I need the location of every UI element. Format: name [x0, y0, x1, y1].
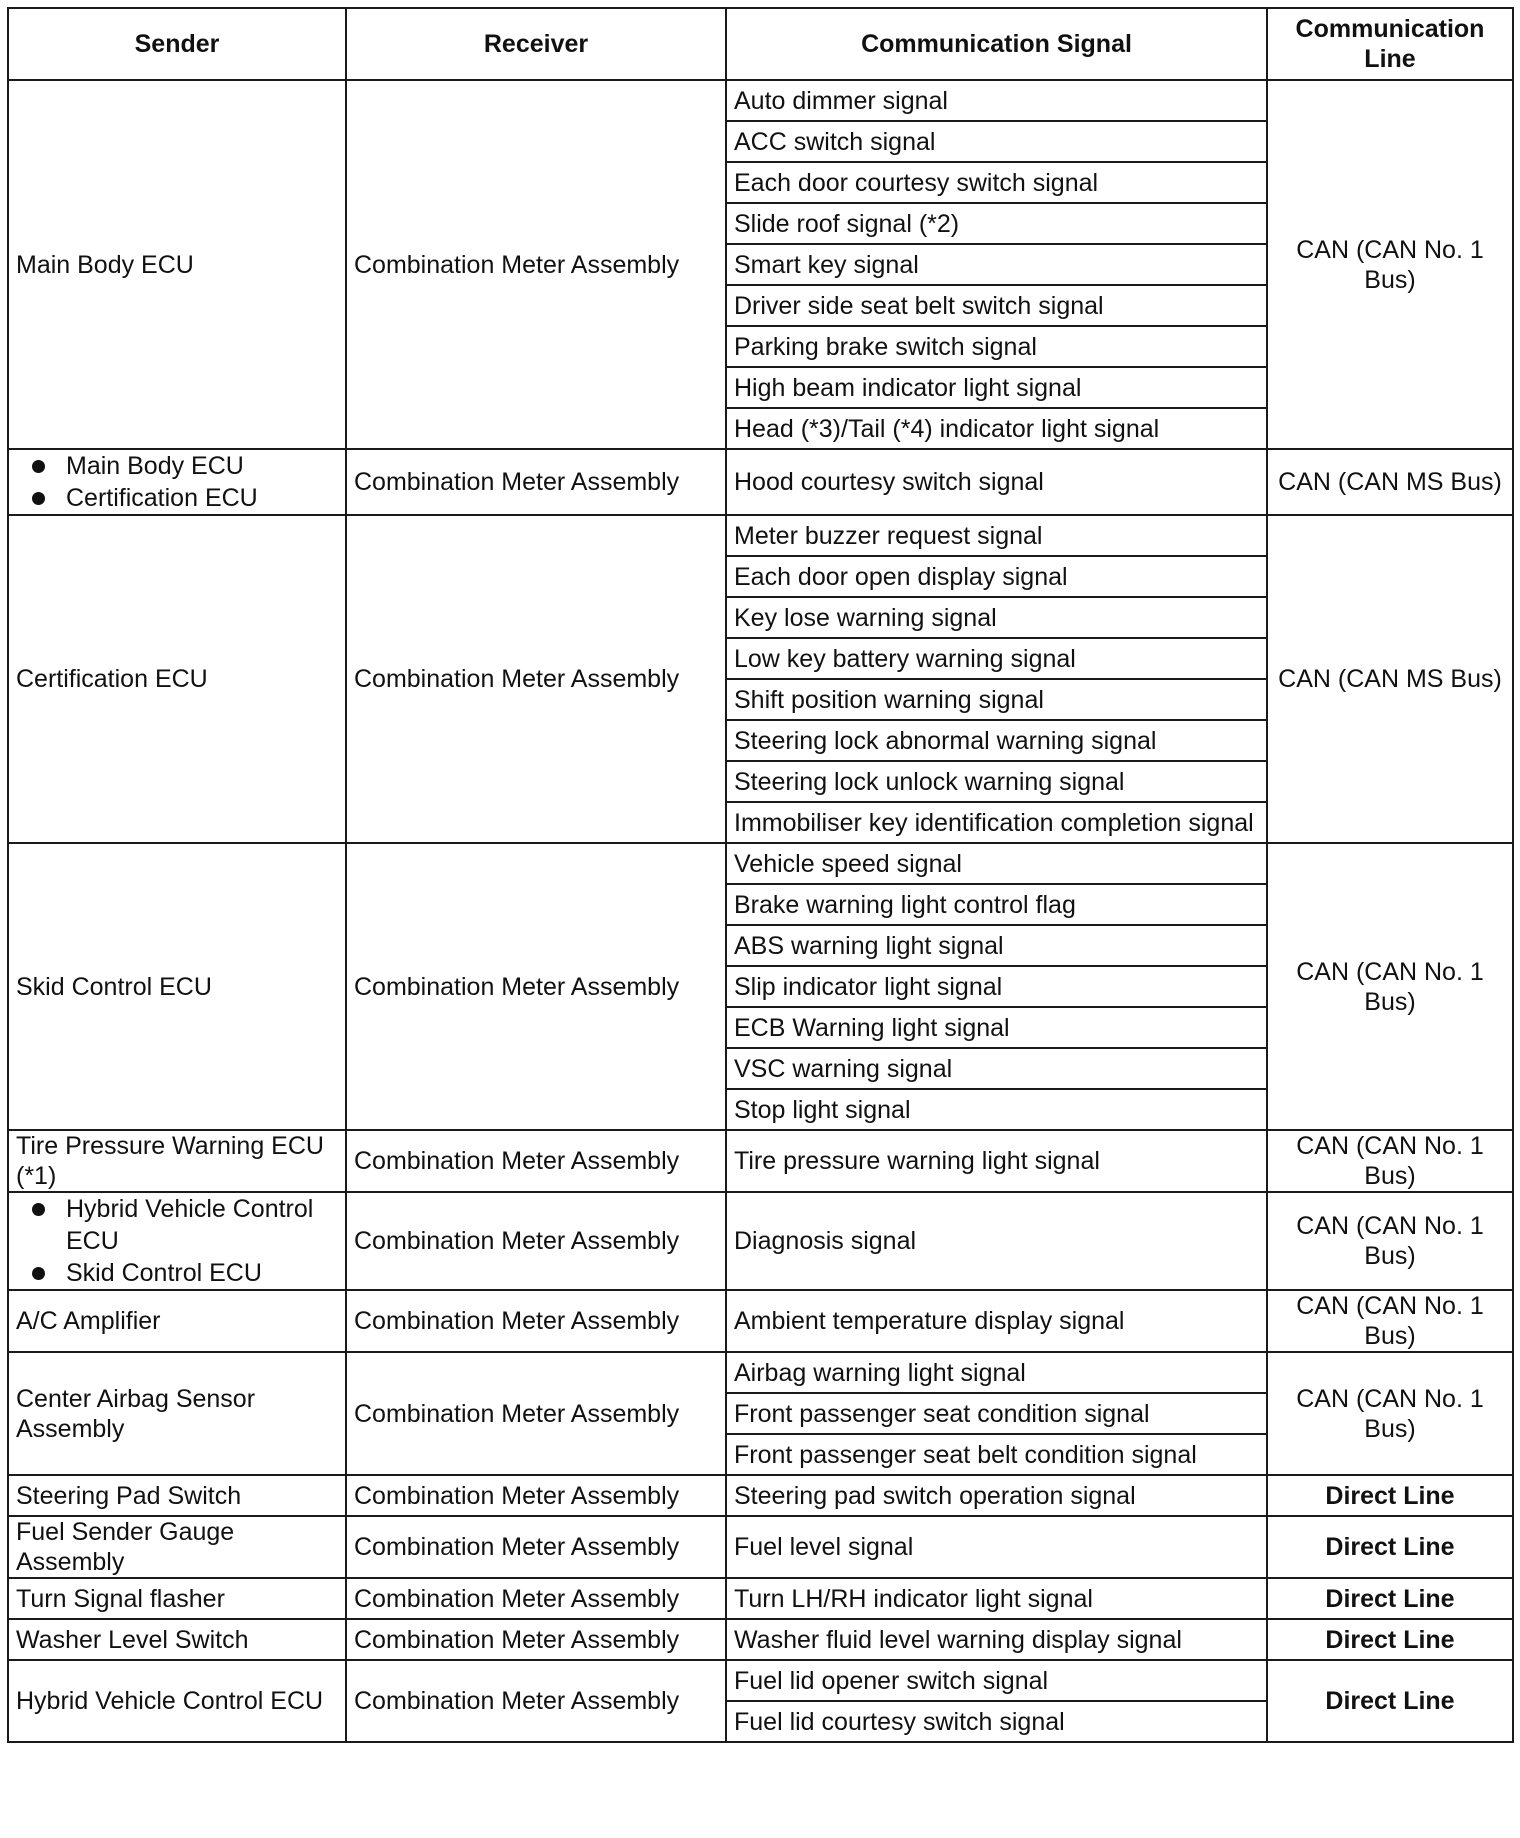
signal-cell: Auto dimmer signal [726, 80, 1267, 121]
table-row [8, 1290, 1513, 1352]
receiver-cell: Combination Meter Assembly [346, 1290, 726, 1352]
signal-cell: Hood courtesy switch signal [726, 449, 1267, 515]
signal-cell: Key lose warning signal [726, 597, 1267, 638]
sender-list [16, 1193, 338, 1289]
receiver-cell: Combination Meter Assembly [346, 843, 726, 1130]
signal-cell: Each door open display signal [726, 556, 1267, 597]
sender-cell: Tire Pressure Warning ECU (*1) [8, 1130, 346, 1192]
communication-line-cell: Direct Line [1267, 1619, 1513, 1660]
header-communication-line: Communication Line [1267, 8, 1513, 80]
signal-cell: Turn LH/RH indicator light signal [726, 1578, 1267, 1619]
table-row [8, 843, 1513, 884]
signal-cell: ACC switch signal [726, 121, 1267, 162]
signal-cell: Head (*3)/Tail (*4) indicator light signal [726, 408, 1267, 449]
communication-line-cell: CAN (CAN MS Bus) [1267, 515, 1513, 843]
signal-cell: Vehicle speed signal [726, 843, 1267, 884]
communication-line-cell: Direct Line [1267, 1578, 1513, 1619]
communication-line-cell: CAN (CAN No. 1 Bus) [1267, 1352, 1513, 1475]
signal-cell: Steering pad switch operation signal [726, 1475, 1267, 1516]
header-row [8, 8, 1513, 80]
header-receiver: Receiver [346, 8, 726, 80]
sender-list-item: Hybrid Vehicle Control ECU [28, 1193, 338, 1257]
receiver-cell: Combination Meter Assembly [346, 1352, 726, 1475]
table-row [8, 1130, 1513, 1192]
sender-cell: A/C Amplifier [8, 1290, 346, 1352]
table-row [8, 1516, 1513, 1578]
table-row [8, 1192, 1513, 1290]
communication-line-cell: CAN (CAN No. 1 Bus) [1267, 1290, 1513, 1352]
communication-line-cell: CAN (CAN No. 1 Bus) [1267, 1192, 1513, 1290]
signal-cell: Front passenger seat condition signal [726, 1393, 1267, 1434]
signal-cell: Steering lock abnormal warning signal [726, 720, 1267, 761]
sender-cell: Turn Signal flasher [8, 1578, 346, 1619]
signal-cell: ECB Warning light signal [726, 1007, 1267, 1048]
sender-list-item: Certification ECU [28, 482, 338, 514]
receiver-cell: Combination Meter Assembly [346, 449, 726, 515]
sender-cell: Center Airbag Sensor Assembly [8, 1352, 346, 1475]
signal-cell: Tire pressure warning light signal [726, 1130, 1267, 1192]
table-row [8, 515, 1513, 556]
communication-line-cell: CAN (CAN No. 1 Bus) [1267, 80, 1513, 449]
communication-line-cell: CAN (CAN MS Bus) [1267, 449, 1513, 515]
sender-cell: Fuel Sender Gauge Assembly [8, 1516, 346, 1578]
signal-cell: Parking brake switch signal [726, 326, 1267, 367]
receiver-cell: Combination Meter Assembly [346, 1619, 726, 1660]
signal-cell: High beam indicator light signal [726, 367, 1267, 408]
table-row [8, 1619, 1513, 1660]
communication-signal-table [7, 7, 1514, 1743]
sender-cell: Main Body ECU [8, 80, 346, 449]
table-body [8, 80, 1513, 1742]
receiver-cell: Combination Meter Assembly [346, 80, 726, 449]
signal-cell: Fuel lid opener switch signal [726, 1660, 1267, 1701]
receiver-cell: Combination Meter Assembly [346, 1660, 726, 1742]
sender-cell: Certification ECU [8, 515, 346, 843]
sender-list-item: Main Body ECU [28, 450, 338, 482]
sender-cell [8, 449, 346, 515]
receiver-cell: Combination Meter Assembly [346, 1578, 726, 1619]
signal-cell: Each door courtesy switch signal [726, 162, 1267, 203]
receiver-cell: Combination Meter Assembly [346, 1516, 726, 1578]
table-row [8, 1660, 1513, 1701]
signal-cell: Airbag warning light signal [726, 1352, 1267, 1393]
communication-table-sheet [7, 7, 1514, 1743]
signal-cell: Fuel lid courtesy switch signal [726, 1701, 1267, 1742]
signal-cell: Diagnosis signal [726, 1192, 1267, 1290]
signal-cell: Slide roof signal (*2) [726, 203, 1267, 244]
signal-cell: VSC warning signal [726, 1048, 1267, 1089]
communication-line-cell: CAN (CAN No. 1 Bus) [1267, 843, 1513, 1130]
receiver-cell: Combination Meter Assembly [346, 1475, 726, 1516]
sender-cell: Hybrid Vehicle Control ECU [8, 1660, 346, 1742]
table-row [8, 449, 1513, 515]
header-sender: Sender [8, 8, 346, 80]
table-row [8, 1475, 1513, 1516]
signal-cell: Steering lock unlock warning signal [726, 761, 1267, 802]
signal-cell: Slip indicator light signal [726, 966, 1267, 1007]
receiver-cell: Combination Meter Assembly [346, 1130, 726, 1192]
table-row [8, 80, 1513, 121]
receiver-cell: Combination Meter Assembly [346, 515, 726, 843]
signal-cell: Ambient temperature display signal [726, 1290, 1267, 1352]
table-row [8, 1578, 1513, 1619]
sender-cell: Steering Pad Switch [8, 1475, 346, 1516]
communication-line-cell: Direct Line [1267, 1660, 1513, 1742]
signal-cell: ABS warning light signal [726, 925, 1267, 966]
communication-line-cell: Direct Line [1267, 1516, 1513, 1578]
sender-cell: Washer Level Switch [8, 1619, 346, 1660]
signal-cell: Shift position warning signal [726, 679, 1267, 720]
signal-cell: Smart key signal [726, 244, 1267, 285]
signal-cell: Brake warning light control flag [726, 884, 1267, 925]
signal-cell: Meter buzzer request signal [726, 515, 1267, 556]
communication-line-cell: CAN (CAN No. 1 Bus) [1267, 1130, 1513, 1192]
signal-cell: Front passenger seat belt condition signal [726, 1434, 1267, 1475]
signal-cell: Driver side seat belt switch signal [726, 285, 1267, 326]
signal-cell: Washer fluid level warning display signal [726, 1619, 1267, 1660]
sender-list [16, 450, 338, 514]
sender-cell [8, 1192, 346, 1290]
table-row [8, 1352, 1513, 1393]
signal-cell: Immobiliser key identification completion signal [726, 802, 1267, 843]
sender-cell: Skid Control ECU [8, 843, 346, 1130]
signal-cell: Low key battery warning signal [726, 638, 1267, 679]
signal-cell: Fuel level signal [726, 1516, 1267, 1578]
receiver-cell: Combination Meter Assembly [346, 1192, 726, 1290]
signal-cell: Stop light signal [726, 1089, 1267, 1130]
header-communication-signal: Communication Signal [726, 8, 1267, 80]
sender-list-item: Skid Control ECU [28, 1257, 338, 1289]
communication-line-cell: Direct Line [1267, 1475, 1513, 1516]
